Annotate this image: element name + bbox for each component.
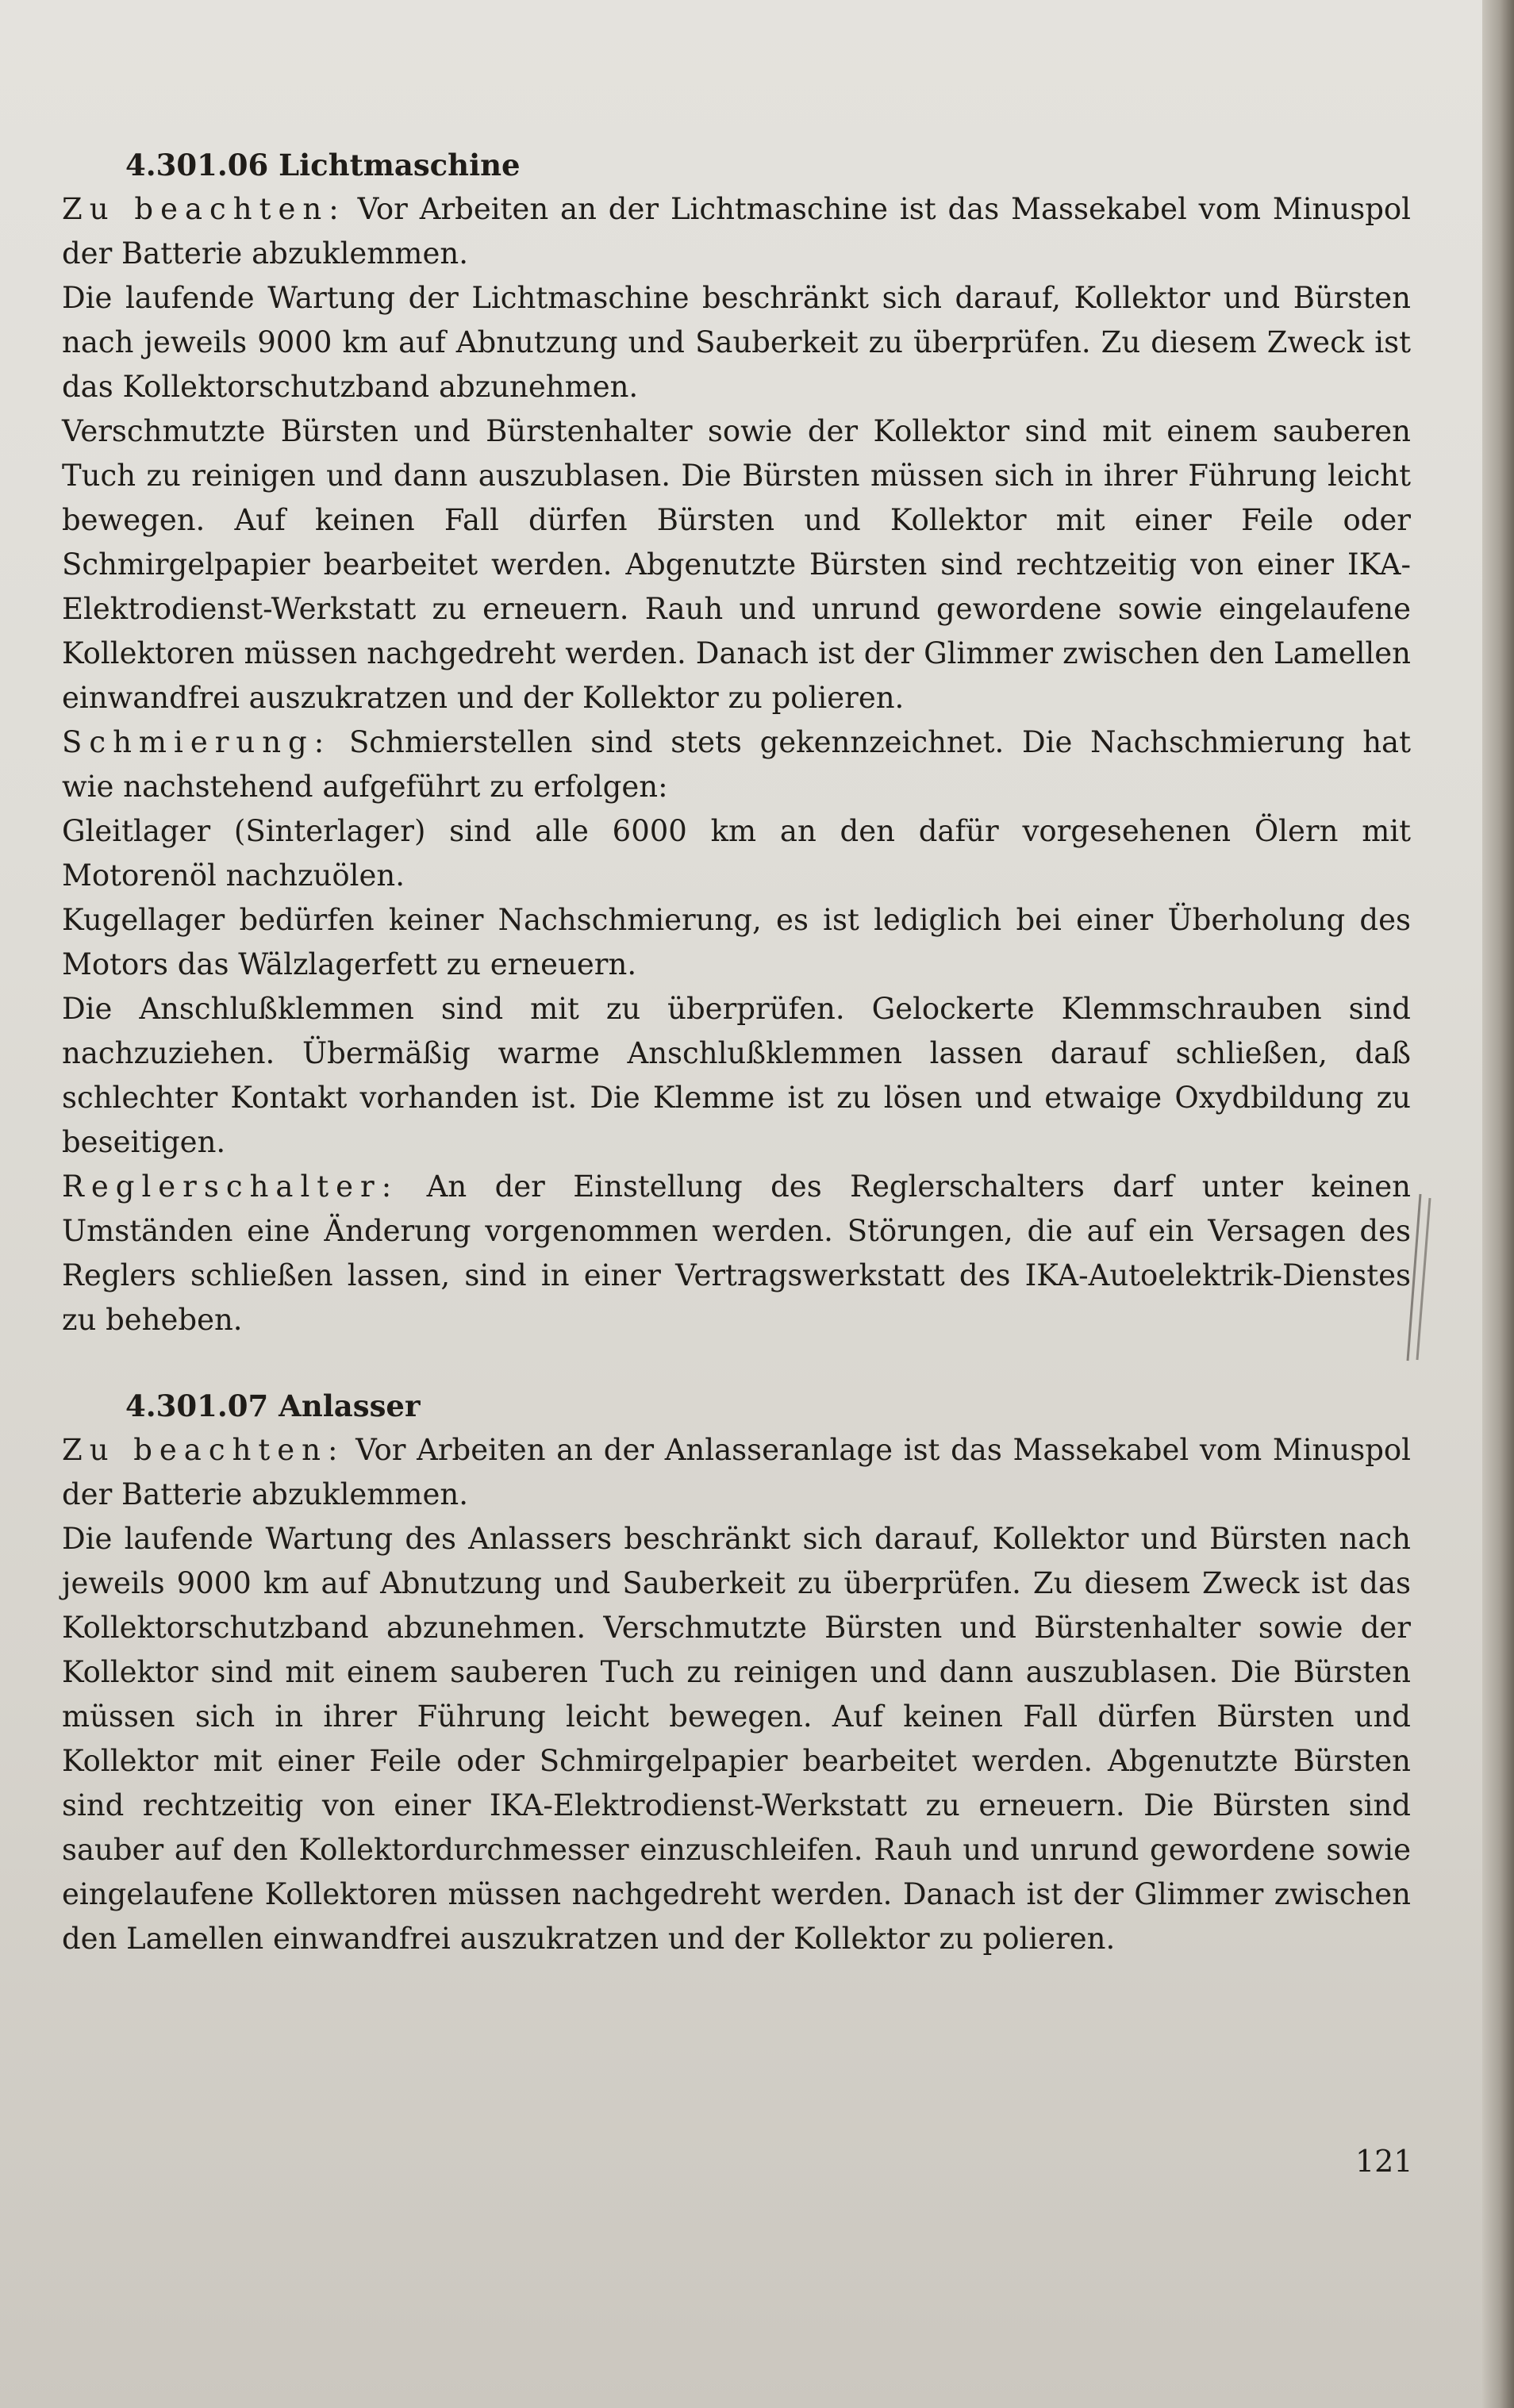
page-edge-shadow — [1482, 0, 1514, 2408]
paragraph-text: Schmierstellen sind stets gekennzeichnet. Die Nachschmierung hat wie nachstehend aufgeführt zu erfolgen: — [62, 725, 1411, 804]
section-heading-lichtmaschine: 4.301.06 Lichtmaschine — [125, 148, 521, 182]
paragraph-schmierung — [62, 720, 1411, 809]
label-reglerschalter: Reglerschalter: — [62, 1169, 399, 1204]
page-text-block — [62, 143, 1411, 1961]
paragraph-anlasser-wartung: Die laufende Wartung des Anlassers beschränkt sich darauf, Kollektor und Bürsten nach jeweils 9000 km auf Abnutzung und Sauberkeit zu überprüfen. Zu diesem Zweck ist das Kollektorschutzband abzunehmen. Verschmutzte Bürsten und Bürstenhalter sowie der Kollektor sind mit einem sauberen Tuch zu reinigen und dann auszublasen. Die Bürsten müssen sich in ihrer Führung leicht bewegen. Auf keinen Fall dürfen Bürsten und Kollektor mit einer Feile oder Schmirgelpapier bearbeitet werden. Abgenutzte Bürsten sind rechtzeitig von einer IKA-Elektrodienst-Werkstatt zu erneuern. Die Bürsten sind sauber auf den Kollektordurchmesser einzuschleifen. Rauh und unrund gewordene sowie eingelaufene Kollektoren müssen nachgedreht werden. Danach ist der Glimmer zwischen den Lamellen einwandfrei auszukratzen und der Kollektor zu polieren. — [62, 1522, 1411, 1956]
paragraph-lichtmaschine-note — [62, 187, 1411, 276]
label-schmierung: Schmierung: — [62, 725, 332, 759]
page-number: 121 — [1355, 2144, 1413, 2179]
section-heading-anlasser: 4.301.07 Anlasser — [125, 1388, 421, 1423]
paragraph-text: Vor Arbeiten an der Lichtmaschine ist das Massekabel vom Minuspol der Batterie abzuklemmen. — [62, 192, 1411, 271]
paragraph-wartung: Die laufende Wartung der Lichtmaschine beschränkt sich darauf, Kollektor und Bürsten nach jeweils 9000 km auf Abnutzung und Sauberkeit zu überprüfen. Zu diesem Zweck ist das Kollektorschutzband abzunehmen. — [62, 281, 1411, 404]
section-gap — [62, 1342, 1411, 1384]
label-zu-beachten: Zu beachten: — [62, 192, 346, 226]
paragraph-text: Vor Arbeiten an der Anlasseranlage ist das Massekabel vom Minuspol der Batterie abzuklemmen. — [62, 1433, 1411, 1511]
paragraph-kugellager: Kugellager bedürfen keiner Nachschmierung, es ist lediglich bei einer Überholung des Motors das Wälzlagerfett zu erneuern. — [62, 903, 1411, 981]
paragraph-gleitlager: Gleitlager (Sinterlager) sind alle 6000 km an den dafür vorgesehenen Ölern mit Motorenöl nachzuölen. — [62, 814, 1411, 893]
label-zu-beachten: Zu beachten: — [62, 1433, 345, 1467]
pencil-margin-marks — [1390, 1190, 1438, 1365]
paragraph-anlasser-note — [62, 1428, 1411, 1517]
paragraph-reglerschalter — [62, 1165, 1411, 1342]
paragraph-text: An der Einstellung des Reglerschalters darf unter keinen Umständen eine Änderung vorgenommen werden. Störungen, die auf ein Versagen des Reglers schließen lassen, sind in einer Vertragswerkstatt des IKA-Autoelektrik-Dienstes zu beheben. — [62, 1169, 1411, 1337]
paragraph-reinigung: Verschmutzte Bürsten und Bürstenhalter sowie der Kollektor sind mit einem sauberen Tuch zu reinigen und dann auszublasen. Die Bürsten müssen sich in ihrer Führung leicht bewegen. Auf keinen Fall dürfen Bürsten und Kollektor mit einer Feile oder Schmirgelpapier bearbeitet werden. Abgenutzte Bürsten sind rechtzeitig von einer IKA-Elektrodienst-Werkstatt zu erneuern. Rauh und unrund gewordene sowie eingelaufene Kollektoren müssen nachgedreht werden. Danach ist der Glimmer zwischen den Lamellen einwandfrei auszukratzen und der Kollektor zu polieren. — [62, 414, 1411, 715]
paragraph-anschlussklemmen: Die Anschlußklemmen sind mit zu überprüfen. Gelockerte Klemmschrauben sind nachzuziehen. Übermäßig warme Anschlußklemmen lassen darauf schließen, daß schlechter Kontakt vorhanden ist. Die Klemme ist zu lösen und etwaige Oxydbildung zu beseitigen. — [62, 992, 1411, 1159]
